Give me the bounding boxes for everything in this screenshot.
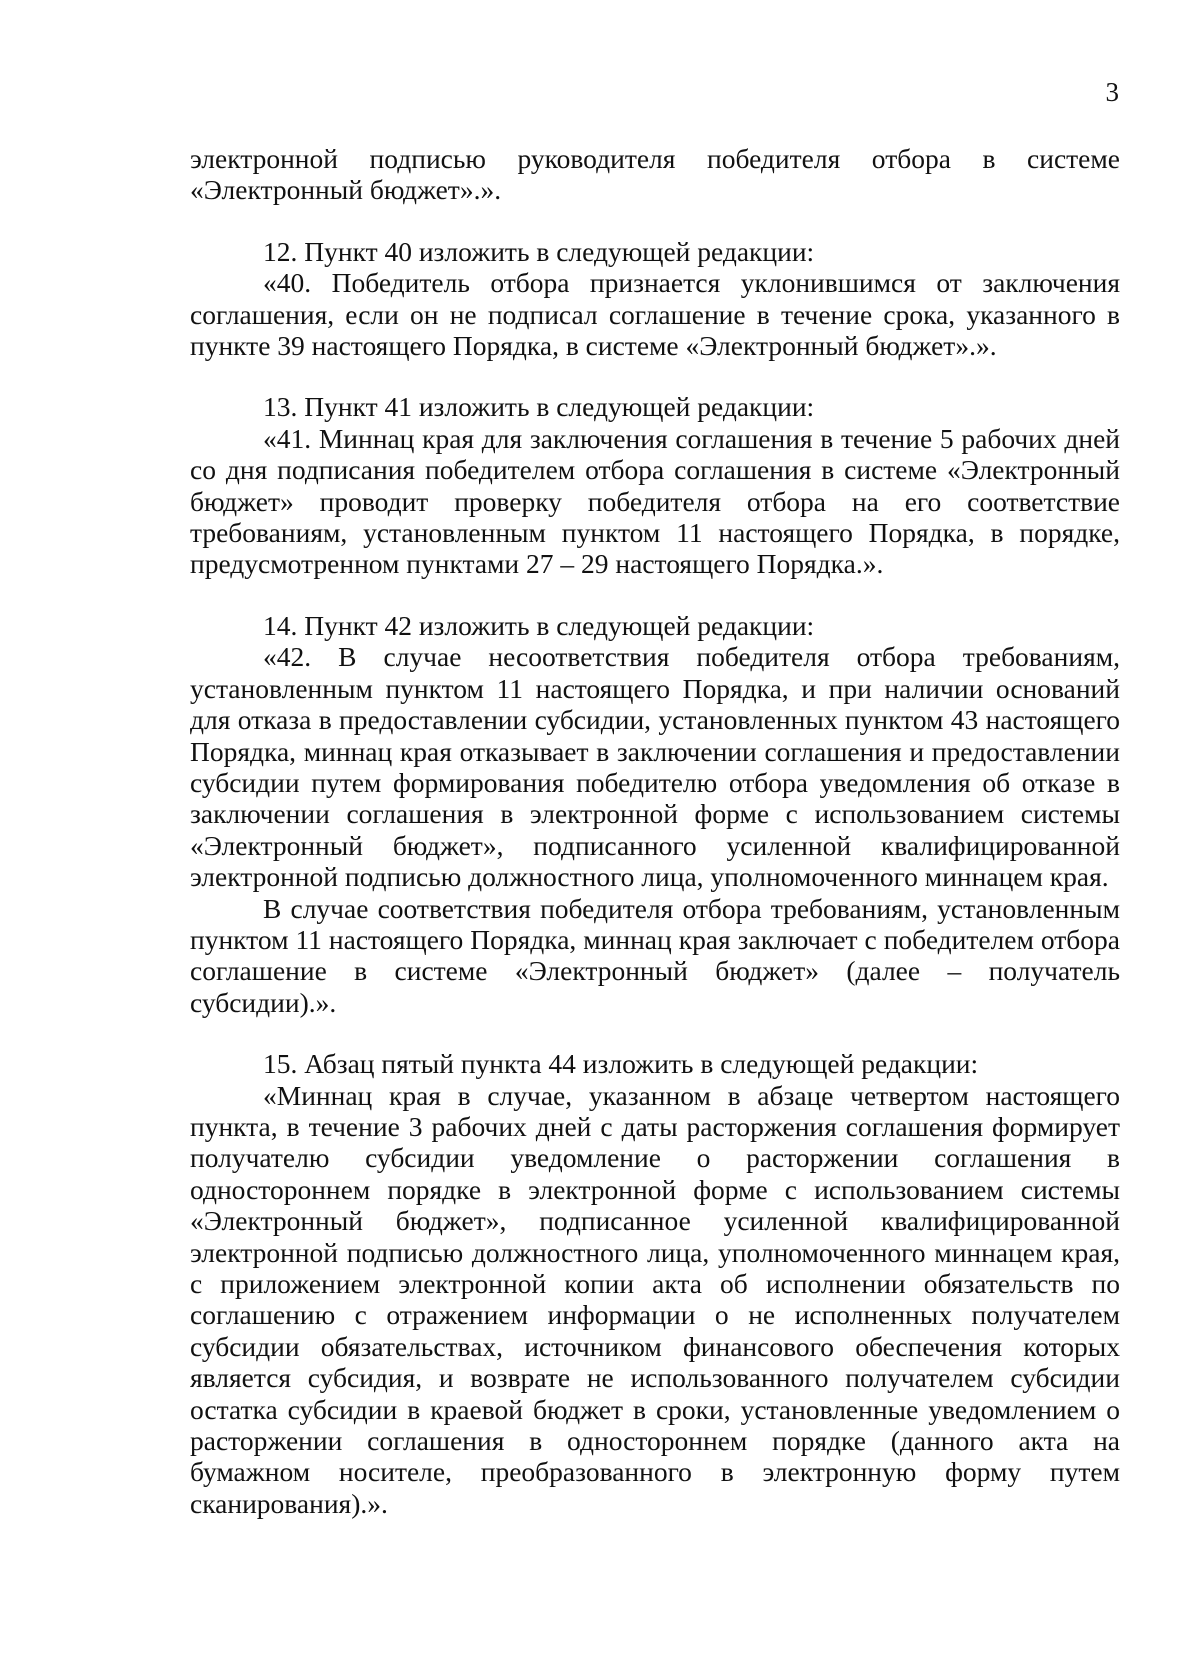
paragraph-item-41-text: «41. Миннац края для заключения соглашения в течение 5 рабочих дней со дня подписания победителем отбора соглашения в системе «Электронный бюджет» проводит проверку победителя отбора на его соответствие требованиям, установленным пунктом 11 настоящего Порядка, в порядке, предусмотренном пунктами 27 – 29 настоящего Порядка.». [190, 422, 1120, 580]
paragraph-item-14-heading: 14. Пункт 42 изложить в следующей редакции: [263, 609, 815, 641]
paragraph-item-12-heading: 12. Пункт 40 изложить в следующей редакции: [263, 235, 815, 267]
paragraph-item-42-second: В случае соответствия победителя отбора требованиям, установленным пунктом 11 настоящего Порядка, миннац края заключает с победителем отбора соглашение в системе «Электронный бюджет» (далее – получатель субсидии).». [190, 892, 1120, 1018]
document-body [190, 143, 1120, 1519]
paragraph-item-42-text: «42. В случае несоответствия победителя отбора требованиям, установленным пунктом 11 настоящего Порядка, и при наличии оснований для отказа в предоставлении субсидии, установленных пунктом 43 настоящего Порядка, миннац края отказывает в заключении соглашения и предоставлении субсидии путем формирования победителю отбора уведомления об отказе в заключении соглашения в электронной форме с использованием системы «Электронный бюджет», подписанного усиленной квалифицированной электронной подписью должностного лица, уполномоченного миннацем края. [190, 641, 1120, 893]
paragraph-item-15-heading: 15. Абзац пятый пункта 44 изложить в следующей редакции: [263, 1048, 979, 1080]
paragraph-item-44-text: «Миннац края в случае, указанном в абзаце четвертом настоящего пункта, в течение 3 рабочих дней с даты расторжения соглашения формирует получателю субсидии уведомление о расторжении соглашения в одностороннем порядке в электронной форме с использованием системы «Электронный бюджет», подписанное усиленной квалифицированной электронной подписью должностного лица, уполномоченного миннацем края, с приложением электронной копии акта об исполнении обязательств по соглашению с отражением информации о не исполненных получателем субсидии обязательствах, источником финансового обеспечения которых является субсидия, и возврате не использованного получателем субсидии остатка субсидии в краевой бюджет в сроки, установленные уведомлением о расторжении соглашения в одностороннем порядке (данного акта на бумажном носителе, преобразованного в электронную форму путем сканирования).». [190, 1079, 1120, 1519]
page-number: 3 [1105, 77, 1119, 107]
paragraph-item-13-heading: 13. Пункт 41 изложить в следующей редакции: [263, 391, 815, 423]
paragraph-item-40-text: «40. Победитель отбора признается уклонившимся от заключения соглашения, если он не подписал соглашение в течение срока, указанного в пункте 39 настоящего Порядка, в системе «Электронный бюджет».». [190, 267, 1120, 362]
paragraph-continuation: электронной подписью руководителя победителя отбора в системе «Электронный бюджет».». [190, 143, 1120, 206]
